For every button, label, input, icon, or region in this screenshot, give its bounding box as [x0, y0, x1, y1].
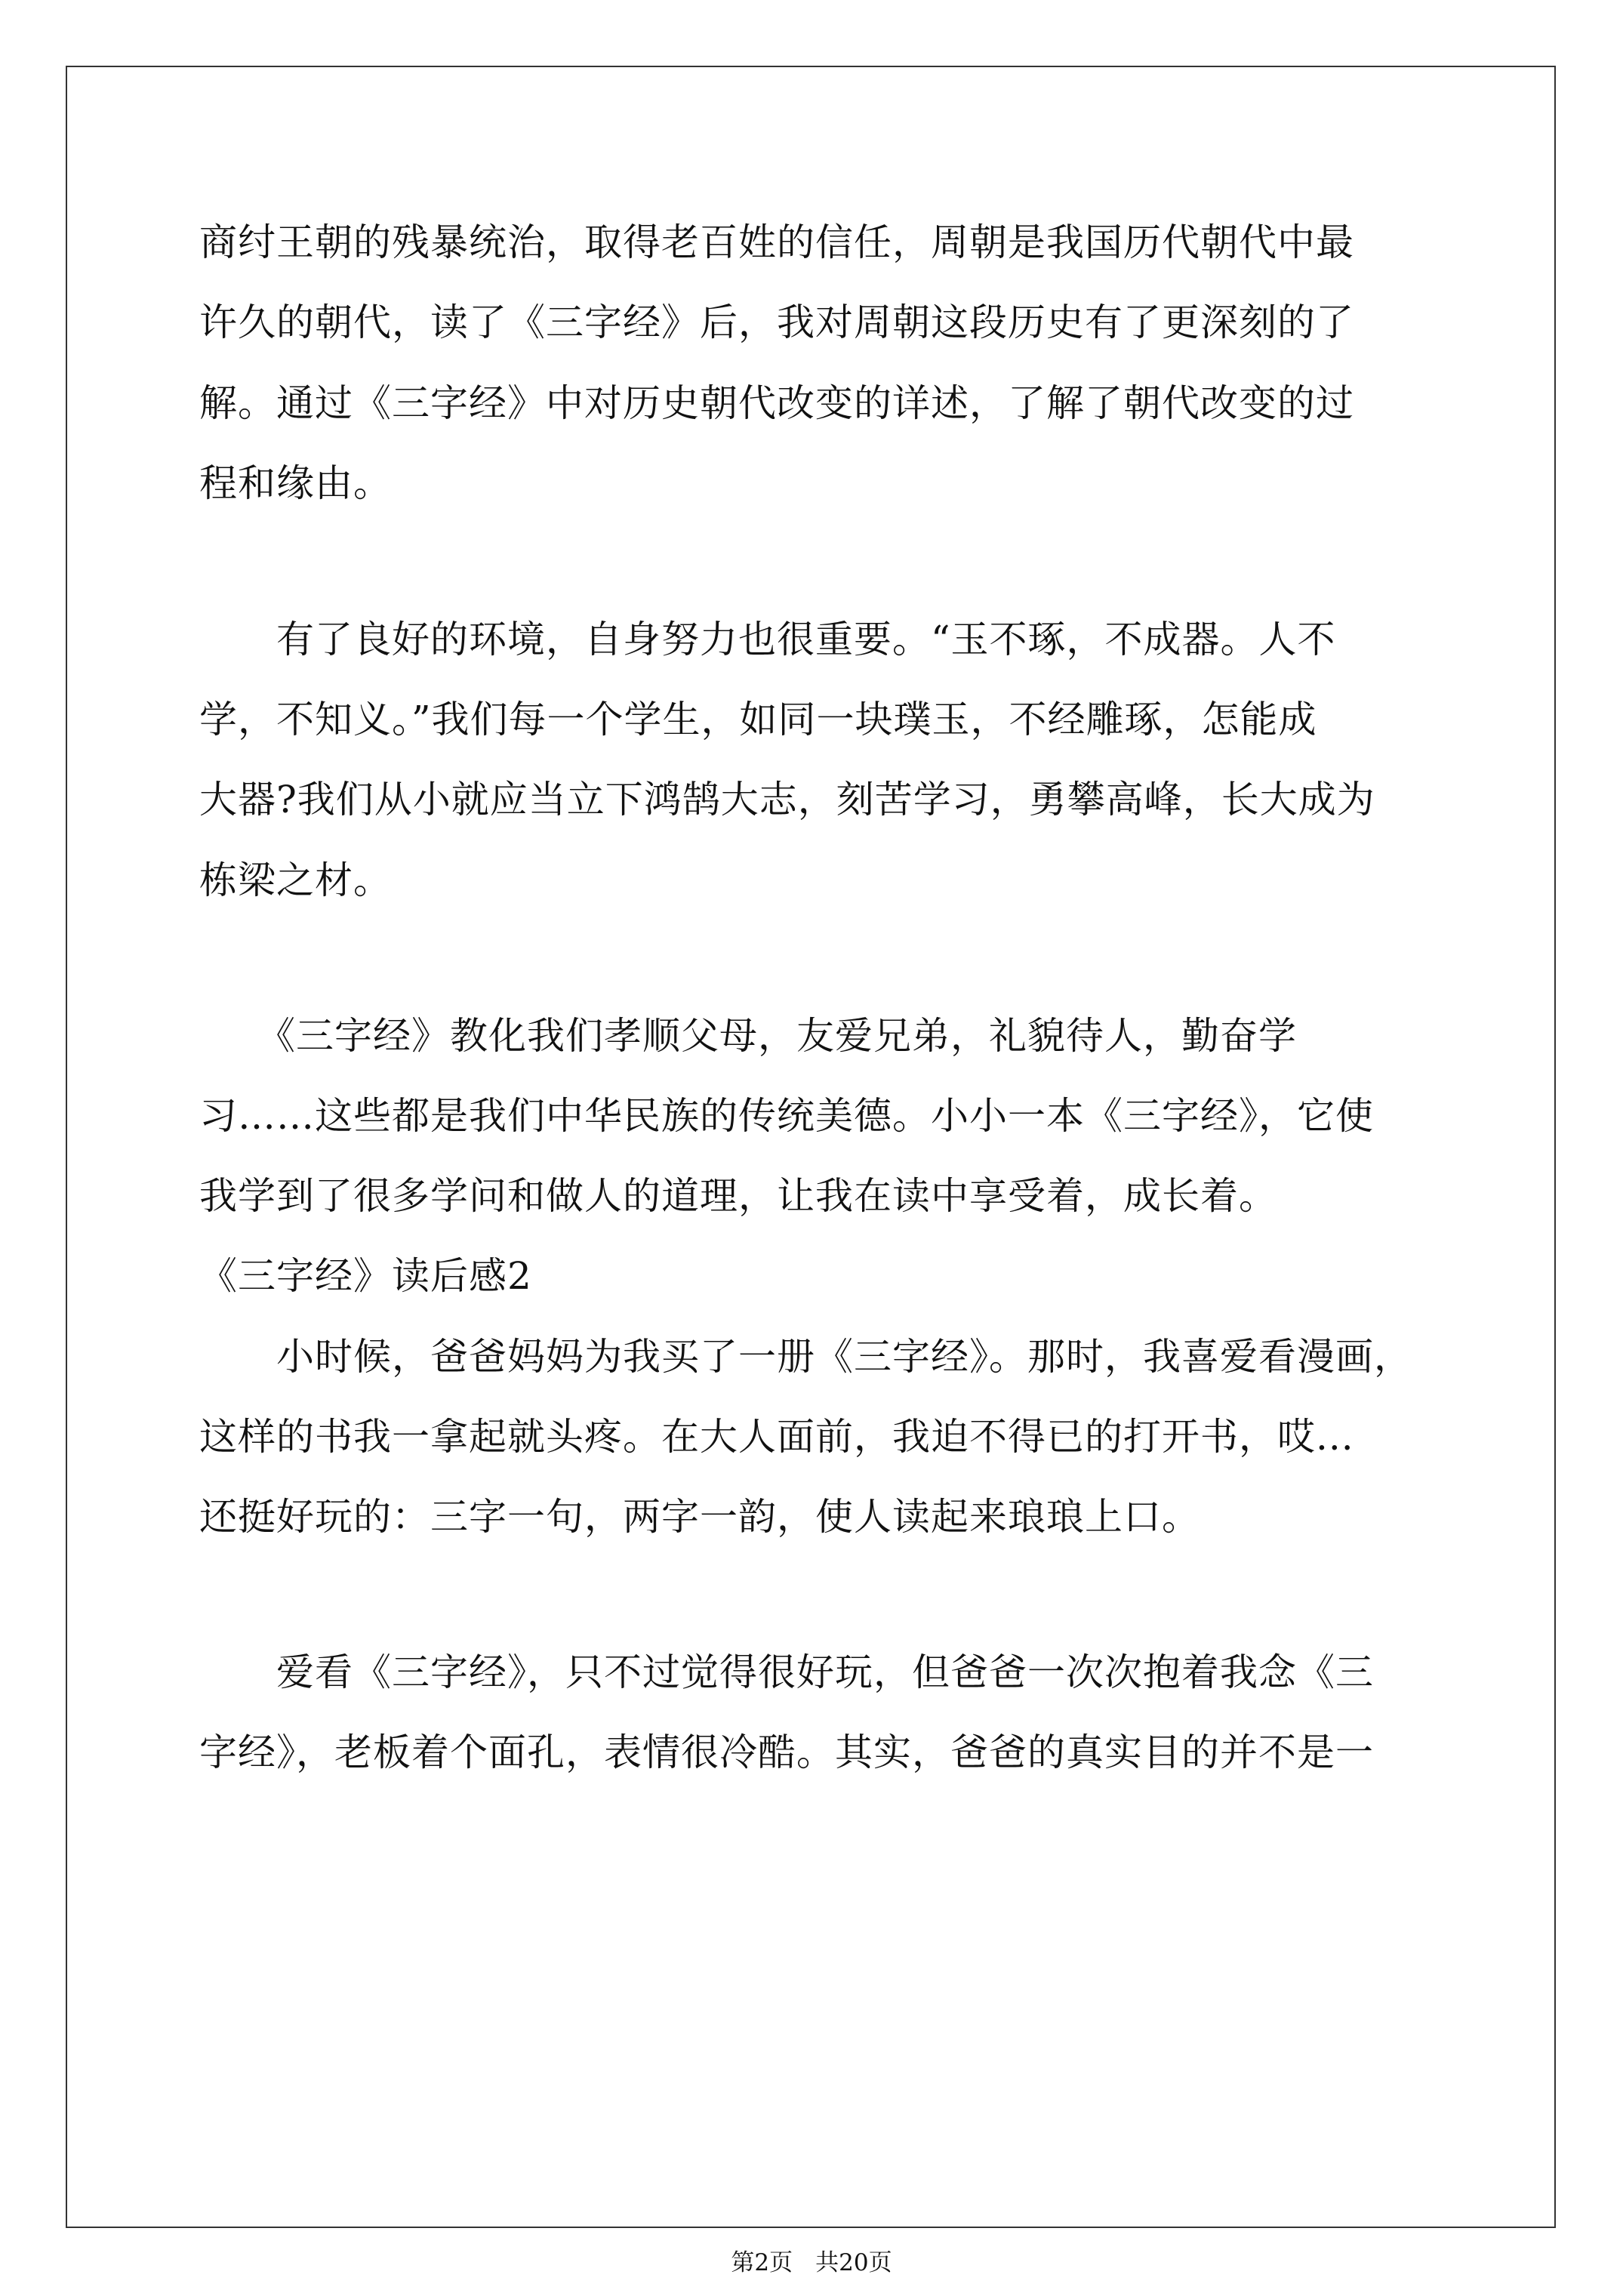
text-line: 大器?我们从小就应当立下鸿鹄大志，刻苦学习，勇攀高峰，长大成为: [199, 778, 1375, 821]
text-line: 有了良好的环境，自身努力也很重要。“玉不琢，不成器。人不: [199, 618, 1336, 661]
page-footer: [0, 2248, 1623, 2278]
text-line: 这样的书我一拿起就头疼。在大人面前，我迫不得已的打开书，哎...: [199, 1415, 1354, 1459]
text-line: 我学到了很多学问和做人的道理，让我在读中享受着，成长着。: [199, 1174, 1277, 1218]
text-line: 爱看《三字经》，只不过觉得很好玩，但爸爸一次次抱着我念《三: [199, 1650, 1374, 1694]
text-line: 解。通过《三字经》中对历史朝代改变的详述，了解了朝代改变的过: [199, 381, 1354, 425]
page-total: 共20页: [815, 2249, 892, 2276]
text-line: 习……这些都是我们中华民族的传统美德。小小一本《三字经》，它使: [199, 1094, 1374, 1138]
text-line: 《三字经》教化我们孝顺父母，友爱兄弟，礼貌待人，勤奋学: [199, 1014, 1297, 1058]
text-line: 还挺好玩的：三字一句，两字一韵，使人读起来琅琅上口。: [199, 1495, 1200, 1539]
section-heading: 《三字经》读后感2: [199, 1254, 532, 1298]
text-line: 商纣王朝的残暴统治，取得老百姓的信任，周朝是我国历代朝代中最: [199, 220, 1354, 264]
text-line: 学，不知义。”我们每一个学生，如同一块璞玉，不经雕琢，怎能成: [199, 698, 1317, 741]
text-line: 字经》，老板着个面孔，表情很冷酷。其实，爸爸的真实目的并不是一: [199, 1730, 1374, 1774]
text-line: 许久的朝代，读了《三字经》后，我对周朝这段历史有了更深刻的了: [199, 300, 1354, 344]
page-number: 第2页: [731, 2249, 793, 2276]
text-line: 栋梁之材。: [199, 858, 392, 902]
text-line: 小时候，爸爸妈妈为我买了一册《三字经》。那时，我喜爱看漫画，: [199, 1335, 1412, 1379]
text-line: 程和缘由。: [199, 461, 392, 505]
